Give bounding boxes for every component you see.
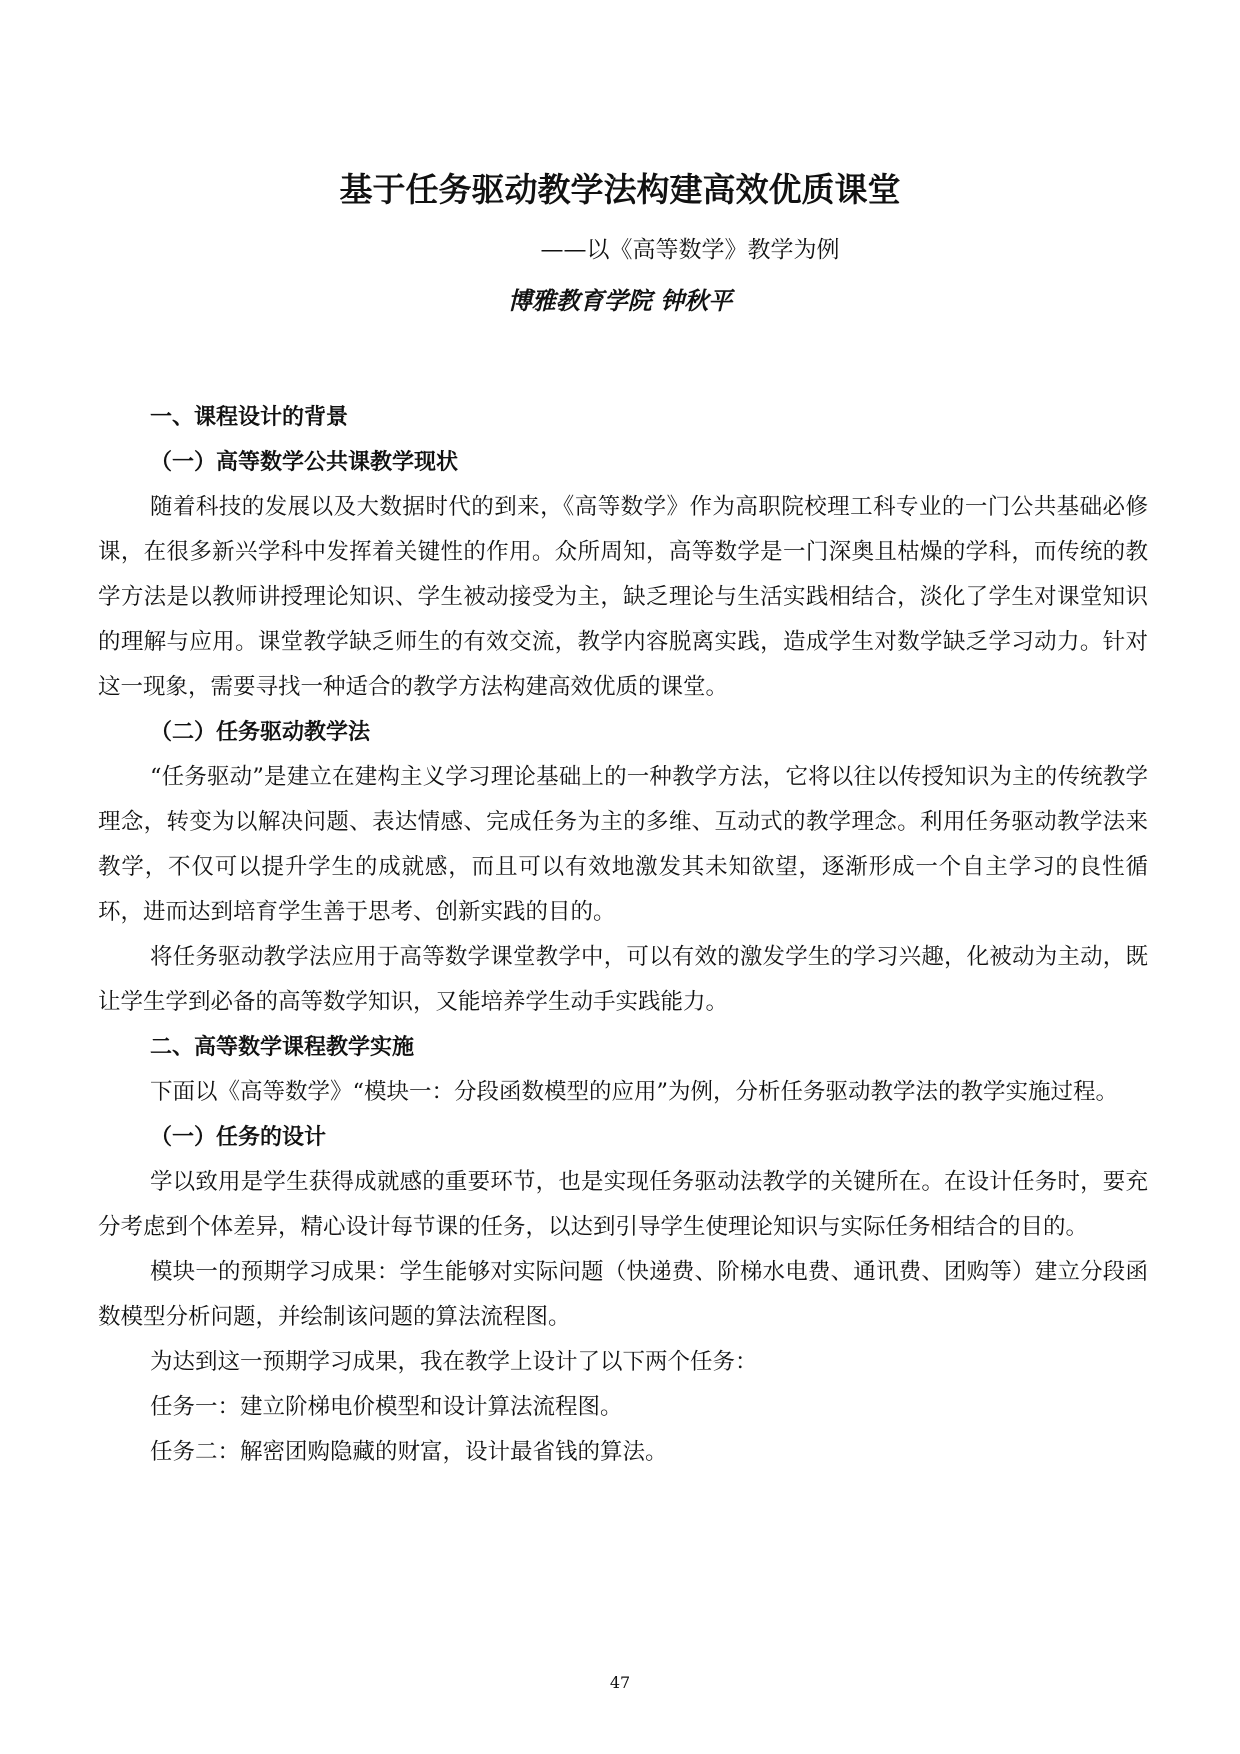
paragraph: 模块一的预期学习成果：学生能够对实际问题（快递费、阶梯水电费、通讯费、团购等）建立分段函数模型分析问题，并绘制该问题的算法流程图。 (98, 1259, 1148, 1330)
paragraph: 将任务驱动教学法应用于高等数学课堂教学中，可以有效的激发学生的学习兴趣，化被动为主动，既让学生学到必备的高等数学知识，又能培养学生动手实践能力。 (98, 944, 1148, 1015)
paragraph: 任务二：解密团购隐藏的财富，设计最省钱的算法。 (150, 1439, 668, 1465)
paragraph: 学以致用是学生获得成就感的重要环节，也是实现任务驱动法教学的关键所在。在设计任务时，要充分考虑到个体差异，精心设计每节课的任务，以达到引导学生使理论知识与实际任务相结合的目的。 (98, 1169, 1148, 1240)
paragraph: 为达到这一预期学习成果，我在教学上设计了以下两个任务： (150, 1349, 758, 1375)
paragraph: 下面以《高等数学》“模块一：分段函数模型的应用”为例，分析任务驱动教学法的教学实施过程。 (150, 1079, 1119, 1105)
page-number: 47 (609, 1673, 631, 1692)
paragraph: “任务驱动”是建立在建构主义学习理论基础上的一种教学方法，它将以往以传授知识为主的传统教学理念，转变为以解决问题、表达情感、完成任务为主的多维、互动式的教学理念。利用任务驱动教学法来教学，不仅可以提升学生的成就感，而且可以有效地激发其未知欲望，逐渐形成一个自主学习的良性循环，进而达到培育学生善于思考、创新实践的目的。 (98, 764, 1148, 925)
subsection-heading-1-2: （二）任务驱动教学法 (150, 720, 371, 745)
paragraph: 任务一：建立阶梯电价模型和设计算法流程图。 (150, 1394, 623, 1420)
section-heading-2: 二、高等数学课程教学实施 (150, 1035, 415, 1060)
author-line: 博雅教育学院 钟秋平 (507, 286, 733, 315)
document-body (98, 395, 1148, 1475)
subsection-heading-1-1: （一）高等数学公共课教学现状 (150, 450, 459, 475)
section-heading-1: 一、课程设计的背景 (150, 405, 349, 430)
page-subtitle: ——以《高等数学》教学为例 (540, 237, 840, 263)
page-title: 基于任务驱动教学法构建高效优质课堂 (339, 170, 901, 209)
subsection-heading-2-1: （一）任务的设计 (150, 1125, 327, 1150)
paragraph: 随着科技的发展以及大数据时代的到来，《高等数学》作为高职院校理工科专业的一门公共基础必修课，在很多新兴学科中发挥着关键性的作用。众所周知，高等数学是一门深奥且枯燥的学科，而传统的教学方法是以教师讲授理论知识、学生被动接受为主，缺乏理论与生活实践相结合，淡化了学生对课堂知识的理解与应用。课堂教学缺乏师生的有效交流，教学内容脱离实践，造成学生对数学缺乏学习动力。针对这一现象，需要寻找一种适合的教学方法构建高效优质的课堂。 (98, 494, 1148, 700)
